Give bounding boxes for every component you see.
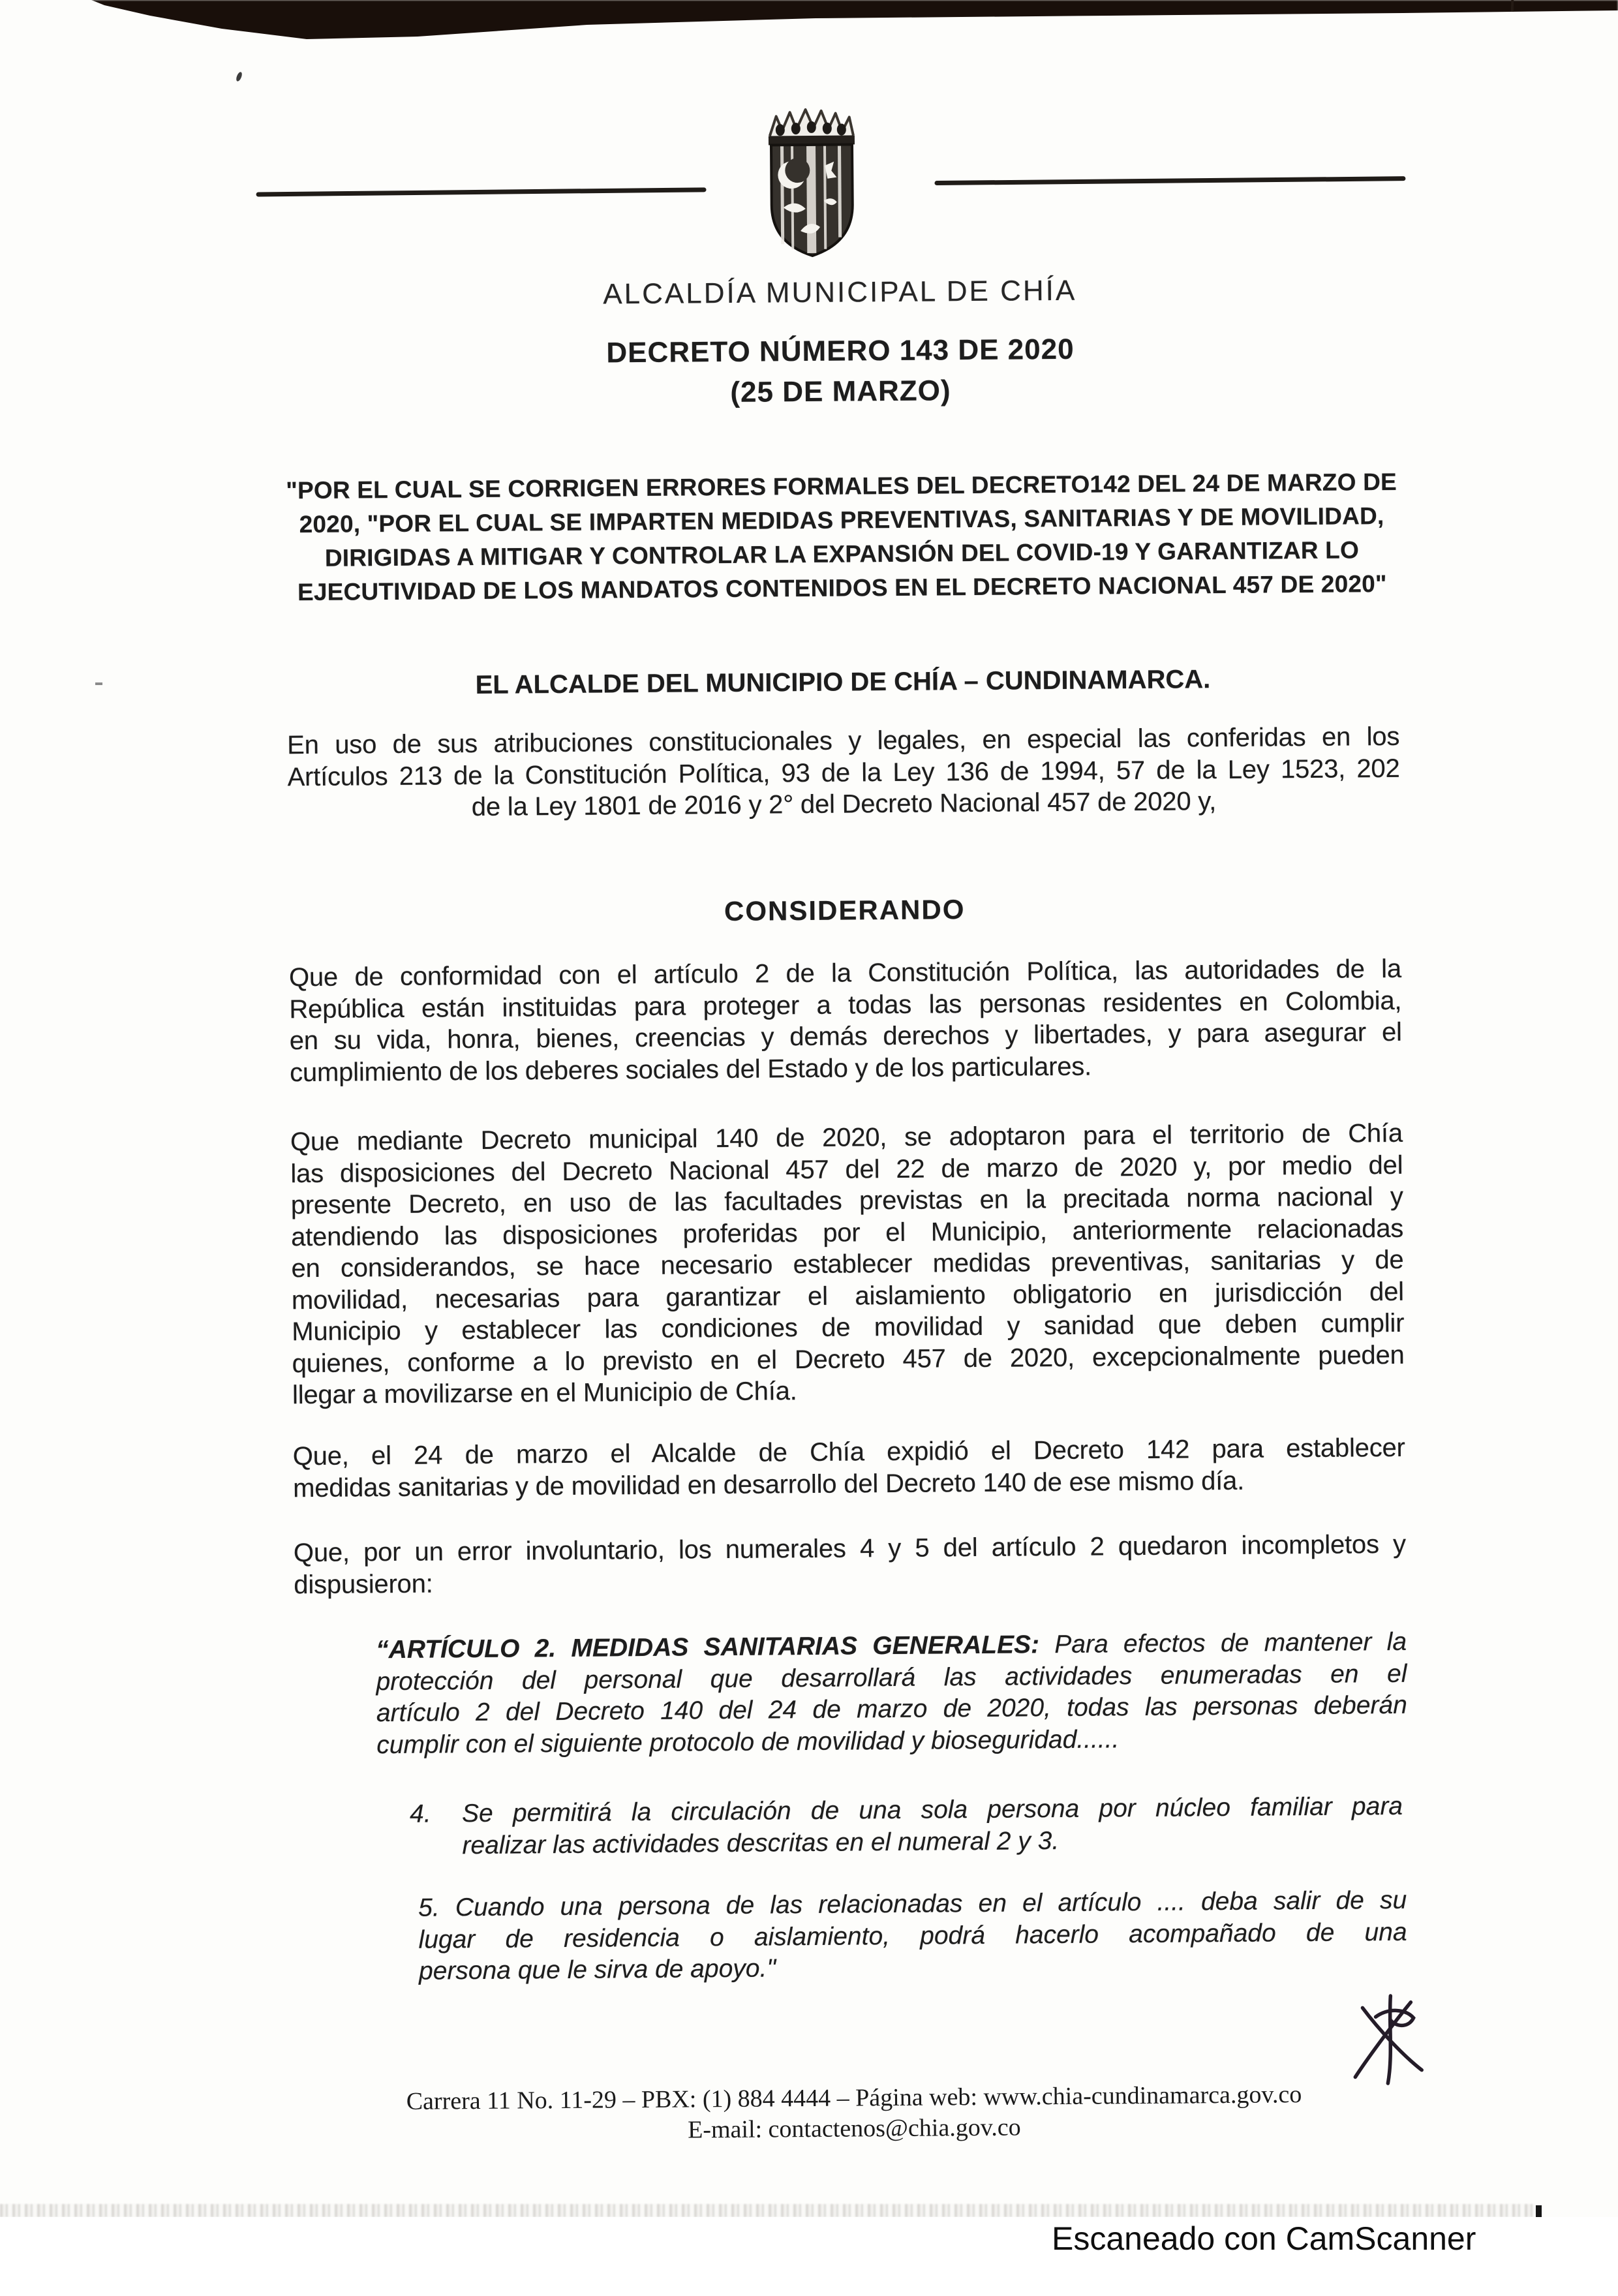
decree-title-line: "POR EL CUAL SE CORRIGEN ERRORES FORMALES DEL DECRETO142 DEL 24 DE MARZO DE — [286, 468, 1397, 504]
scan-speck — [95, 682, 102, 685]
scan-bottom-edge — [0, 2204, 1534, 2217]
quoted-numeral-5 — [418, 1885, 1407, 1987]
paragraph-line: presente Decreto, en uso de las facultades previstas en la precitada norma nacional y — [290, 1182, 1403, 1220]
municipal-crest-icon — [760, 102, 862, 258]
paragraph-line: quienes, conforme a lo previsto en el Decreto 457 de 2020, excepcionalmente pueden — [292, 1340, 1405, 1378]
quoted-numeral-4 — [410, 1791, 1403, 1862]
decree-number: DECRETO NÚMERO 143 DE 2020 — [606, 333, 1075, 369]
quoted-article-2 — [376, 1627, 1407, 1761]
paragraph-line: dispusieron: — [294, 1569, 433, 1599]
decree-title — [285, 465, 1399, 609]
quote-line: 5. Cuando una persona de las relacionadas en el artículo .... deba salir de su — [418, 1886, 1407, 1922]
numeral-4-marker: 4. — [409, 1799, 431, 1828]
paragraph-line: República están instituidas para proteger a todas las personas residentes en Colombia, — [289, 986, 1402, 1024]
quote-line: artículo 2 del Decreto 140 del 24 de marzo de 2020, todas las personas deberán — [376, 1691, 1407, 1728]
paragraph-line: Que mediante Decreto municipal 140 de 2020, se adoptaron para el territorio de Chía — [290, 1118, 1403, 1157]
paragraph-line: llegar a movilizarse en el Municipio de Chía. — [292, 1377, 797, 1410]
decree-date: (25 DE MARZO) — [730, 375, 951, 408]
paragraph-line: movilidad, necesarias para garantizar el aislamiento obligatorio en jurisdicción del — [291, 1277, 1405, 1315]
recital-paragraph-1 — [289, 953, 1402, 1088]
paragraph-line: Municipio y establecer las condiciones de movilidad y sanidad que deben cumplir — [292, 1308, 1405, 1347]
paragraph-line: Que, por un error involuntario, los numerales 4 y 5 del artículo 2 quedaron incompletos y — [293, 1529, 1407, 1568]
issuer-line: EL ALCALDE DEL MUNICIPIO DE CHÍA – CUNDINAMARCA. — [475, 665, 1211, 699]
numeral-4-text: Se permitirá la circulación de una sola persona por núcleo familiar para — [461, 1792, 1403, 1828]
decree-title-line: EJECUTIVIDAD DE LOS MANDATOS CONTENIDOS EN EL DECRETO NACIONAL 457 DE 2020" — [297, 570, 1387, 606]
footer-address: Carrera 11 No. 11-29 – PBX: (1) 884 4444 – Página web: www.chia-cundinamarca.gov.co — [406, 2081, 1302, 2115]
quote-line: protección del personal que desarrollará las actividades enumeradas en el — [376, 1659, 1407, 1696]
quote-line: persona que le sirva de apoyo." — [418, 1954, 776, 1985]
footer-email: E-mail: contactenos@chia.gov.co — [687, 2113, 1021, 2144]
camscanner-watermark: Escaneado con CamScanner — [1052, 2220, 1476, 2257]
quote-line: cumplir con el siguiente protocolo de movilidad y bioseguridad...... — [376, 1724, 1120, 1759]
paragraph-line: en considerandos, se hace necesario establecer medidas preventivas, sanitarias y de — [291, 1245, 1404, 1283]
scan-edge-tick — [1511, 0, 1514, 12]
page-footer — [298, 2079, 1411, 2149]
handwritten-signature — [1349, 1993, 1429, 2087]
institution-name: ALCALDÍA MUNICIPAL DE CHÍA — [603, 274, 1077, 311]
quote-article-lead-rest: Para efectos de mantener la — [1039, 1627, 1407, 1659]
decree-title-line: DIRIGIDAS A MITIGAR Y CONTROLAR LA EXPANSIÓN DEL COVID-19 Y GARANTIZAR LO — [324, 536, 1360, 572]
quote-line: realizar las actividades descritas en el numeral 2 y 3. — [462, 1826, 1060, 1860]
recital-paragraph-3 — [293, 1432, 1406, 1504]
header-rule-right — [934, 176, 1405, 185]
preamble — [287, 721, 1400, 825]
considerando-heading: CONSIDERANDO — [724, 894, 966, 927]
header-rule-left — [256, 187, 707, 196]
paragraph-line: atendiendo las disposiciones proferidas por el Municipio, anteriormente relacionadas — [290, 1214, 1404, 1251]
recital-paragraph-2 — [290, 1118, 1405, 1411]
preamble-line: de la Ley 1801 de 2016 y 2° del Decreto Nacional 457 de 2020 y, — [471, 787, 1217, 822]
quote-article-lead: “ARTÍCULO 2. MEDIDAS SANITARIAS GENERALES: — [375, 1630, 1040, 1664]
preamble-line: Artículos 213 de la Constitución Política, 93 de la Ley 136 de 1994, 57 de la Ley 1523, 202 — [287, 754, 1400, 791]
recital-paragraph-4 — [294, 1529, 1407, 1600]
paragraph-line: Que de conformidad con el artículo 2 de la Constitución Política, las autoridades de la — [288, 954, 1402, 992]
paragraph-line: cumplimiento de los deberes sociales del Estado y de los particulares. — [289, 1052, 1092, 1087]
quote-line: lugar de residencia o aislamiento, podrá hacerlo acompañado de una — [418, 1918, 1407, 1954]
paragraph-line: las disposiciones del Decreto Nacional 457 del 22 de marzo de 2020 y, por medio del — [290, 1150, 1403, 1188]
preamble-line: En uso de sus atribuciones constitucionales y legales, en especial las conferidas en los — [287, 722, 1400, 760]
decree-title-line: 2020, "POR EL CUAL SE IMPARTEN MEDIDAS PREVENTIVAS, SANITARIAS Y DE MOVILIDAD, — [299, 502, 1384, 538]
paragraph-line: Que, el 24 de marzo el Alcalde de Chía expidió el Decreto 142 para establecer — [292, 1433, 1405, 1471]
paragraph-line: medidas sanitarias y de movilidad en desarrollo del Decreto 140 de ese mismo día. — [292, 1466, 1245, 1503]
paragraph-line: en su vida, honra, bienes, creencias y demás derechos y libertades, y para asegurar el — [289, 1017, 1402, 1056]
